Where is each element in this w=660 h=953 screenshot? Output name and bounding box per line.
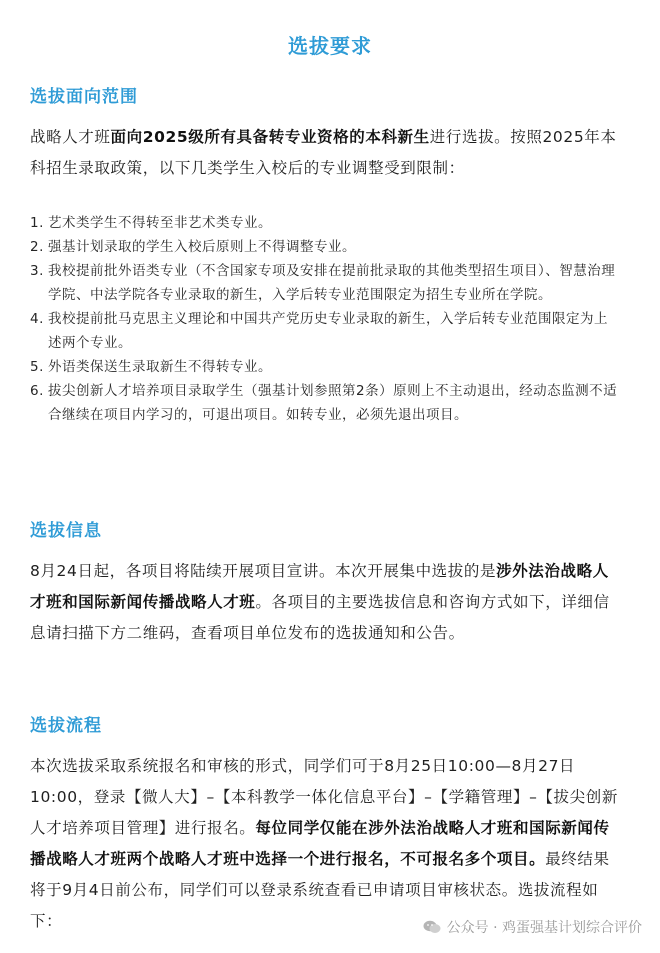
scope-intro-paragraph (30, 122, 620, 184)
restriction-list (30, 211, 620, 427)
process-paragraph (30, 751, 620, 937)
scope-intro-emphasis: 面向2025级所有具备转专业资格的本科新生 (110, 128, 430, 146)
process-text-2: 最终结果将于9月4日前公布，同学们可以登录系统查看已申请项目审核状态。选拔流程如下： (30, 850, 610, 930)
watermark (419, 917, 642, 937)
list-item-number: 5. (30, 359, 44, 375)
list-item-number: 2. (30, 239, 44, 255)
process-emphasis: 每位同学仅能在涉外法治战略人才班和国际新闻传播战略人才班两个战略人才班中选择一个进行报名，不可报名多个项目。 (30, 819, 610, 868)
list-item-number: 3. (30, 263, 44, 279)
section-heading-process: 选拔流程 (30, 716, 102, 736)
section-heading-info: 选拔信息 (30, 521, 102, 541)
list-item (30, 307, 620, 355)
list-item-number: 4. (30, 311, 44, 327)
list-item (30, 259, 620, 307)
info-emphasis: 涉外法治战略人才班和国际新闻传播战略人才班 (30, 562, 609, 611)
list-item-text: 艺术类学生不得转至非艺术类专业。 (48, 215, 272, 231)
watermark-text: 公众号 · 鸡蛋强基计划综合评价 (446, 920, 642, 936)
list-item-number: 6. (30, 383, 44, 399)
list-item-text: 强基计划录取的学生入校后原则上不得调整专业。 (48, 239, 356, 255)
info-paragraph (30, 556, 620, 649)
list-item (30, 379, 620, 427)
list-item-text: 外语类保送生录取新生不得转专业。 (48, 359, 272, 375)
page-title: 选拔要求 (288, 34, 372, 58)
wechat-icon (423, 920, 441, 934)
list-item (30, 355, 620, 379)
process-text-1: 本次选拔采取系统报名和审核的形式，同学们可于8月25日10:00—8月27日10:00，登录【微人大】–【本科教学一体化信息平台】–【学籍管理】–【拔尖创新人才培养项目管理】进行报名。 (30, 757, 618, 837)
list-item-number: 1. (30, 215, 44, 231)
list-item (30, 211, 620, 235)
list-item-text: 我校提前批马克思主义理论和中国共产党历史专业录取的新生，入学后转专业范围限定为上述两个专业。 (48, 311, 608, 351)
section-heading-scope: 选拔面向范围 (30, 87, 138, 107)
scope-intro-text-1: 战略人才班 (30, 128, 111, 146)
scope-intro-text-2: 进行选拔。按照2025年本科招生录取政策，以下几类学生入校后的专业调整受到限制： (30, 128, 617, 177)
list-item-text: 拔尖创新人才培养项目录取学生（强基计划参照第2条）原则上不主动退出，经动态监测不适合继续在项目内学习的，可退出项目。如转专业，必须先退出项目。 (48, 383, 618, 423)
info-text-2: 。各项目的主要选拔信息和咨询方式如下，详细信息请扫描下方二维码，查看项目单位发布的选拔通知和公告。 (30, 593, 610, 642)
info-text-1: 8月24日起，各项目将陆续开展项目宣讲。本次开展集中选拔的是 (30, 562, 497, 580)
list-item (30, 235, 620, 259)
list-item-text: 我校提前批外语类专业（不含国家专项及安排在提前批录取的其他类型招生项目）、智慧治理学院、中法学院各专业录取的新生，入学后转专业范围限定为招生专业所在学院。 (48, 263, 616, 303)
